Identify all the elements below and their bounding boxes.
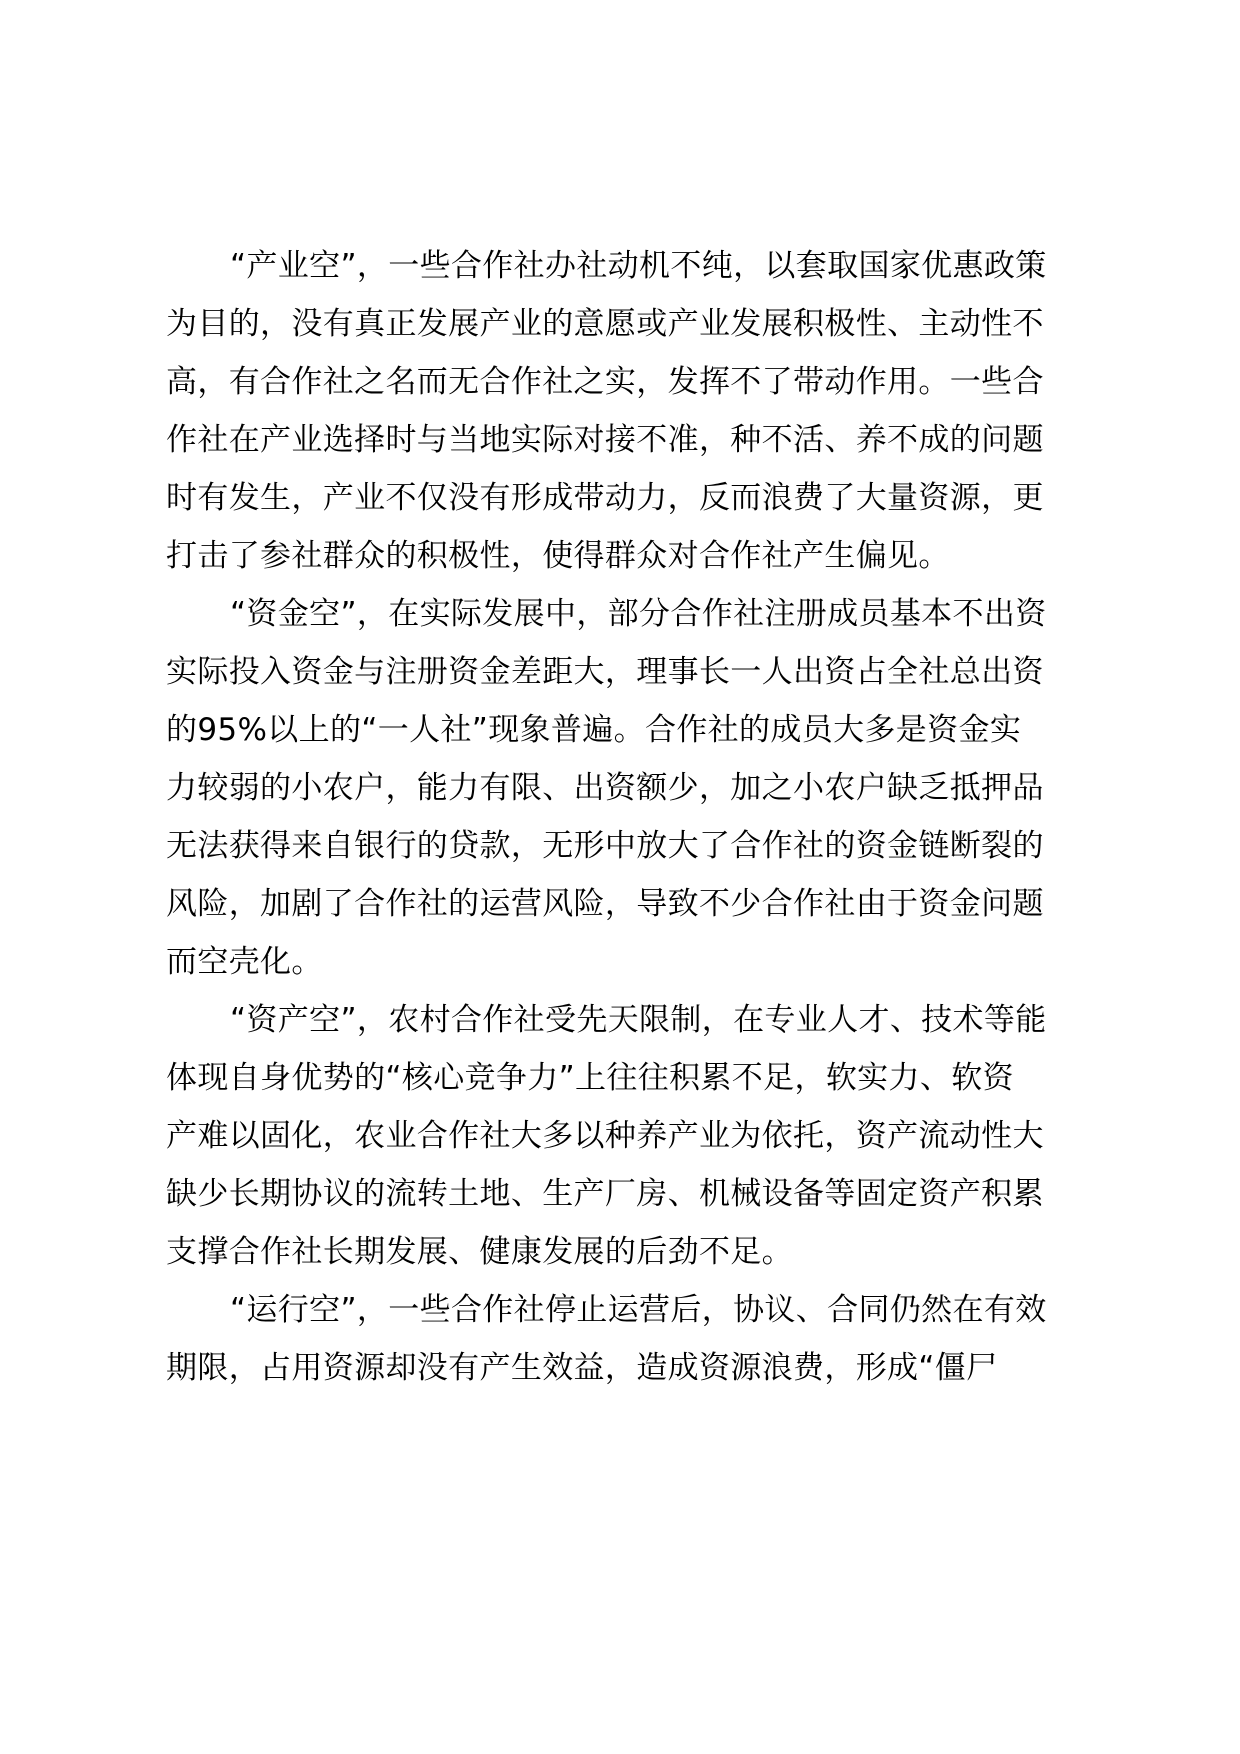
paragraph-1-line-6: 打击了参社群众的积极性，使得群众对合作社产生偏见。	[166, 538, 950, 574]
paragraph-3-line-5: 支撑合作社长期发展、健康发展的后劲不足。	[166, 1234, 793, 1270]
paragraph-1-line-5: 时有发生，产业不仅没有形成带动力，反而浪费了大量资源，更	[166, 480, 1044, 516]
paragraph-3-line-4: 缺少长期协议的流转土地、生产厂房、机械设备等固定资产积累	[166, 1176, 1044, 1212]
paragraph-2-line-3: 的95%以上的“一人社”现象普遍。合作社的成员大多是资金实	[166, 712, 1022, 748]
paragraph-2-line-6: 风险，加剧了合作社的运营风险，导致不少合作社由于资金问题	[166, 886, 1044, 922]
paragraph-1-line-1: “产业空”，一些合作社办社动机不纯，以套取国家优惠政策	[230, 248, 1047, 284]
paragraph-2-line-5: 无法获得来自银行的贷款，无形中放大了合作社的资金链断裂的	[166, 828, 1044, 864]
paragraph-2-line-2: 实际投入资金与注册资金差距大，理事长一人出资占全社总出资	[166, 654, 1044, 690]
paragraph-4-line-1: “运行空”，一些合作社停止运营后，协议、合同仍然在有效	[230, 1292, 1047, 1328]
paragraph-2-line-1: “资金空”，在实际发展中，部分合作社注册成员基本不出资	[230, 596, 1047, 632]
paragraph-4-line-2: 期限，占用资源却没有产生效益，造成资源浪费，形成“僵尸	[166, 1350, 998, 1386]
paragraph-1-line-4: 作社在产业选择时与当地实际对接不准，种不活、养不成的问题	[166, 422, 1044, 458]
paragraph-1-line-2: 为目的，没有真正发展产业的意愿或产业发展积极性、主动性不	[166, 306, 1044, 342]
paragraph-3-line-2: 体现自身优势的“核心竞争力”上往往积累不足，软实力、软资	[166, 1060, 1014, 1096]
paragraph-2-line-7: 而空壳化。	[166, 944, 323, 980]
paragraph-1-line-3: 高，有合作社之名而无合作社之实，发挥不了带动作用。一些合	[166, 364, 1044, 400]
paragraph-3-line-3: 产难以固化，农业合作社大多以种养产业为依托，资产流动性大	[166, 1118, 1044, 1154]
paragraph-3-line-1: “资产空”，农村合作社受先天限制，在专业人才、技术等能	[230, 1002, 1047, 1038]
paragraph-2-line-4: 力较弱的小农户，能力有限、出资额少，加之小农户缺乏抵押品	[166, 770, 1044, 806]
